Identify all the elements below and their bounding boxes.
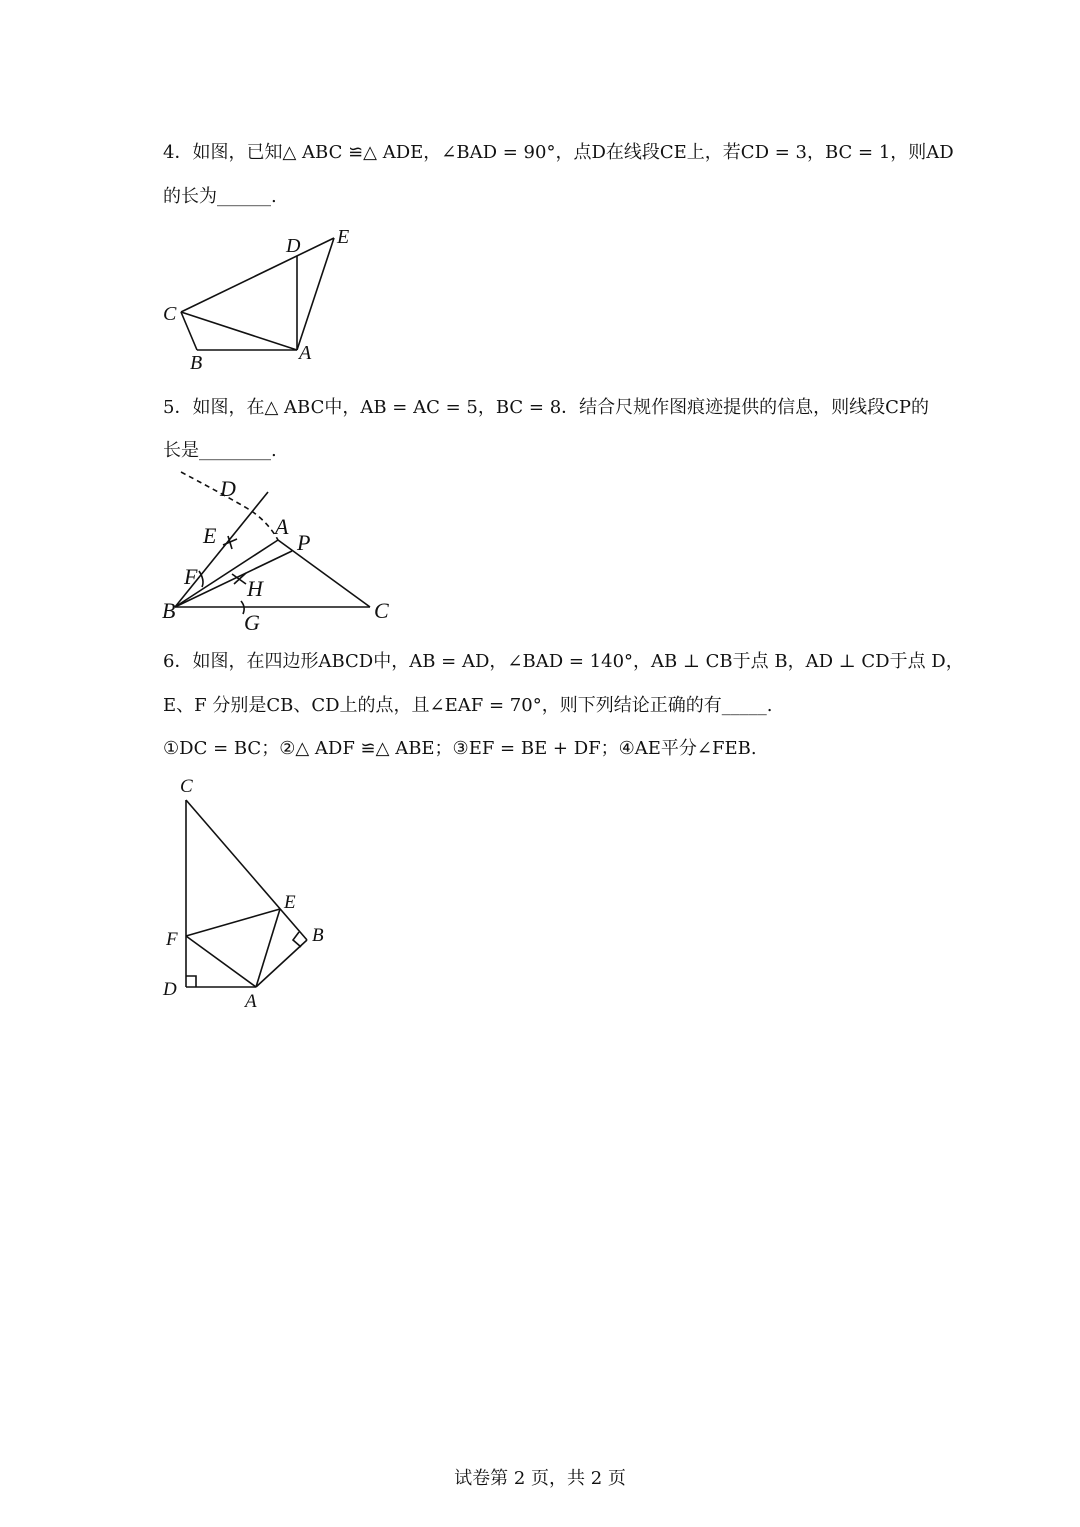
q5-label-c: C (374, 598, 389, 623)
q5-text-line-1: 5．如图，在△ ABC中，AB = AC = 5，BC = 8．结合尺规作图痕迹提供的信息，则线段CP的 (163, 397, 930, 418)
q6-right-angle-b (293, 932, 301, 947)
q6-label-b: B (312, 925, 324, 946)
page-footer: 试卷第 2 页，共 2 页 (454, 1468, 626, 1489)
q4-label-b: B (190, 352, 203, 374)
q6-label-f: F (166, 929, 178, 950)
q5-segment-ac (278, 540, 370, 607)
q5-label-e: E (203, 523, 217, 548)
q4-label-a: A (299, 342, 312, 364)
q5-text-line-2: 长是________. (163, 440, 277, 461)
q4-segment-ca (181, 312, 297, 350)
q6-segment-fe (186, 909, 280, 936)
q5-label-d: D (220, 476, 236, 501)
q4-label-e: E (337, 226, 350, 248)
q6-figure (155, 770, 345, 1015)
q4-segment-ce (181, 238, 334, 312)
q6-right-angle-d (186, 976, 196, 987)
q4-text-line-1: 4．如图，已知△ ABC ≌△ ADE，∠BAD = 90°，点D在线段CE上，若CD = 3，BC = 1，则AD (163, 142, 954, 163)
q4-label-d: D (286, 235, 301, 257)
q6-label-e: E (284, 892, 296, 913)
q5-label-b: B (162, 598, 176, 623)
q4-label-c: C (163, 303, 177, 325)
q6-text-line-1: 6．如图，在四边形ABCD中，AB = AD，∠BAD = 140°，AB ⊥ CB于点 B，AD ⊥ CD于点 D， (163, 651, 964, 672)
q6-text-line-2: E、F 分别是CB、CD上的点，且∠EAF = 70°，则下列结论正确的有_____. (163, 695, 773, 716)
q5-label-a: A (275, 514, 289, 539)
q5-label-f: F (184, 564, 198, 589)
q4-segment-cb (181, 312, 197, 350)
q5-label-p: P (297, 530, 311, 555)
q5-figure (150, 465, 410, 635)
q4-text-line-2: 的长为______. (163, 186, 277, 207)
q5-label-h: H (247, 576, 263, 601)
q6-label-c: C (180, 776, 193, 797)
q6-label-a: A (245, 991, 257, 1012)
q4-figure (150, 220, 370, 380)
q6-label-d: D (163, 979, 177, 1000)
q4-segment-ea (297, 238, 334, 350)
q5-label-g: G (244, 610, 260, 635)
q6-text-line-3: ①DC = BC；②△ ADF ≌△ ABE；③EF = BE + DF；④AE平分∠FEB. (163, 738, 757, 759)
